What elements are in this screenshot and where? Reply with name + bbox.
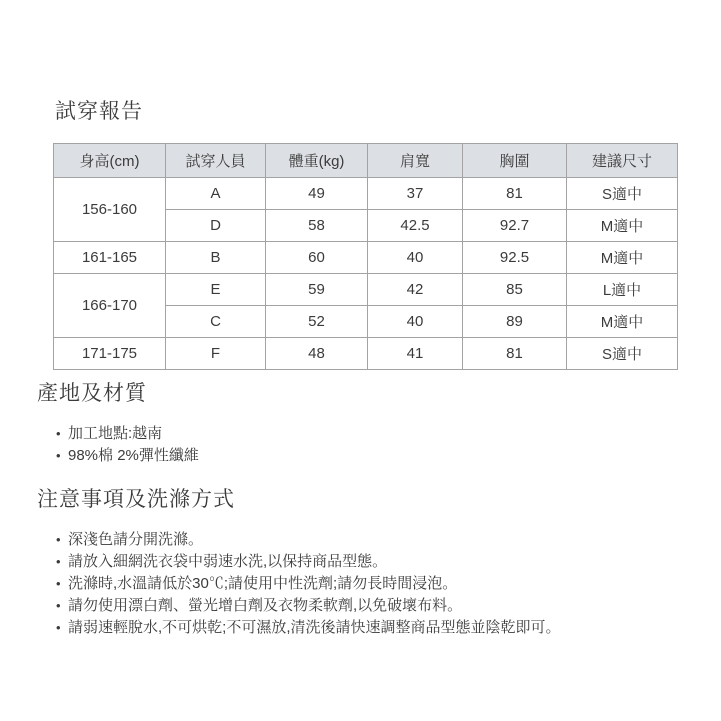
- table-cell: 40: [368, 306, 463, 338]
- origin-materials-section: [37, 381, 697, 467]
- list-item: • 請弱速輕脫水,不可烘乾;不可濕放,清洗後請快速調整商品型態並陰乾即可。: [37, 617, 697, 639]
- list-item: • 加工地點:越南: [37, 423, 697, 445]
- table-cell: D: [166, 210, 266, 242]
- fitting-report-table: [53, 143, 678, 370]
- origin-list: [37, 423, 697, 467]
- column-header-size: 建議尺寸: [567, 144, 678, 178]
- table-cell: 60: [266, 242, 368, 274]
- table-cell: M適中: [567, 242, 678, 274]
- table-cell: 42: [368, 274, 463, 306]
- table-cell-height-range: 166-170: [54, 274, 166, 338]
- column-header-chest: 胸圍: [463, 144, 567, 178]
- care-instructions-section: [37, 487, 697, 639]
- table-cell: S適中: [567, 338, 678, 370]
- table-cell: 41: [368, 338, 463, 370]
- list-item: • 請放入細網洗衣袋中弱速水洗,以保持商品型態。: [37, 551, 697, 573]
- table-cell-height-range: 171-175: [54, 338, 166, 370]
- table-cell: S適中: [567, 178, 678, 210]
- table-cell-height-range: 156-160: [54, 178, 166, 242]
- table-cell: L適中: [567, 274, 678, 306]
- list-item: • 洗滌時,水溫請低於30℃;請使用中性洗劑;請勿長時間浸泡。: [37, 573, 697, 595]
- table-cell: 49: [266, 178, 368, 210]
- column-header-shoulder: 肩寬: [368, 144, 463, 178]
- care-list: [37, 529, 697, 639]
- table-cell: 58: [266, 210, 368, 242]
- origin-heading: 產地及材質: [37, 382, 147, 405]
- table-cell: 59: [266, 274, 368, 306]
- column-header-height: 身高(cm): [54, 144, 166, 178]
- table-cell: M適中: [567, 306, 678, 338]
- table-cell: 37: [368, 178, 463, 210]
- table-cell: A: [166, 178, 266, 210]
- table-cell: E: [166, 274, 266, 306]
- table-cell: F: [166, 338, 266, 370]
- care-heading: 注意事項及洗滌方式: [37, 488, 235, 511]
- table-cell: 92.5: [463, 242, 567, 274]
- table-cell: 42.5: [368, 210, 463, 242]
- table-cell: 52: [266, 306, 368, 338]
- list-item: • 請勿使用漂白劑、螢光增白劑及衣物柔軟劑,以免破壞布料。: [37, 595, 697, 617]
- list-item: • 98%棉 2%彈性纖維: [37, 445, 697, 467]
- table-row: [54, 274, 678, 306]
- column-header-weight: 體重(kg): [266, 144, 368, 178]
- table-row: [54, 242, 678, 274]
- table-cell: 92.7: [463, 210, 567, 242]
- table-cell: 85: [463, 274, 567, 306]
- table-cell: 89: [463, 306, 567, 338]
- table-cell-height-range: 161-165: [54, 242, 166, 274]
- table-cell: M適中: [567, 210, 678, 242]
- table-row: [54, 178, 678, 210]
- page-title: 試穿報告: [55, 100, 143, 123]
- table-cell: 48: [266, 338, 368, 370]
- table-cell: 81: [463, 338, 567, 370]
- table-cell: B: [166, 242, 266, 274]
- list-item: • 深淺色請分開洗滌。: [37, 529, 697, 551]
- table-cell: 40: [368, 242, 463, 274]
- table-row: [54, 338, 678, 370]
- table-cell: C: [166, 306, 266, 338]
- column-header-person: 試穿人員: [166, 144, 266, 178]
- table-cell: 81: [463, 178, 567, 210]
- table-header-row: [54, 144, 678, 178]
